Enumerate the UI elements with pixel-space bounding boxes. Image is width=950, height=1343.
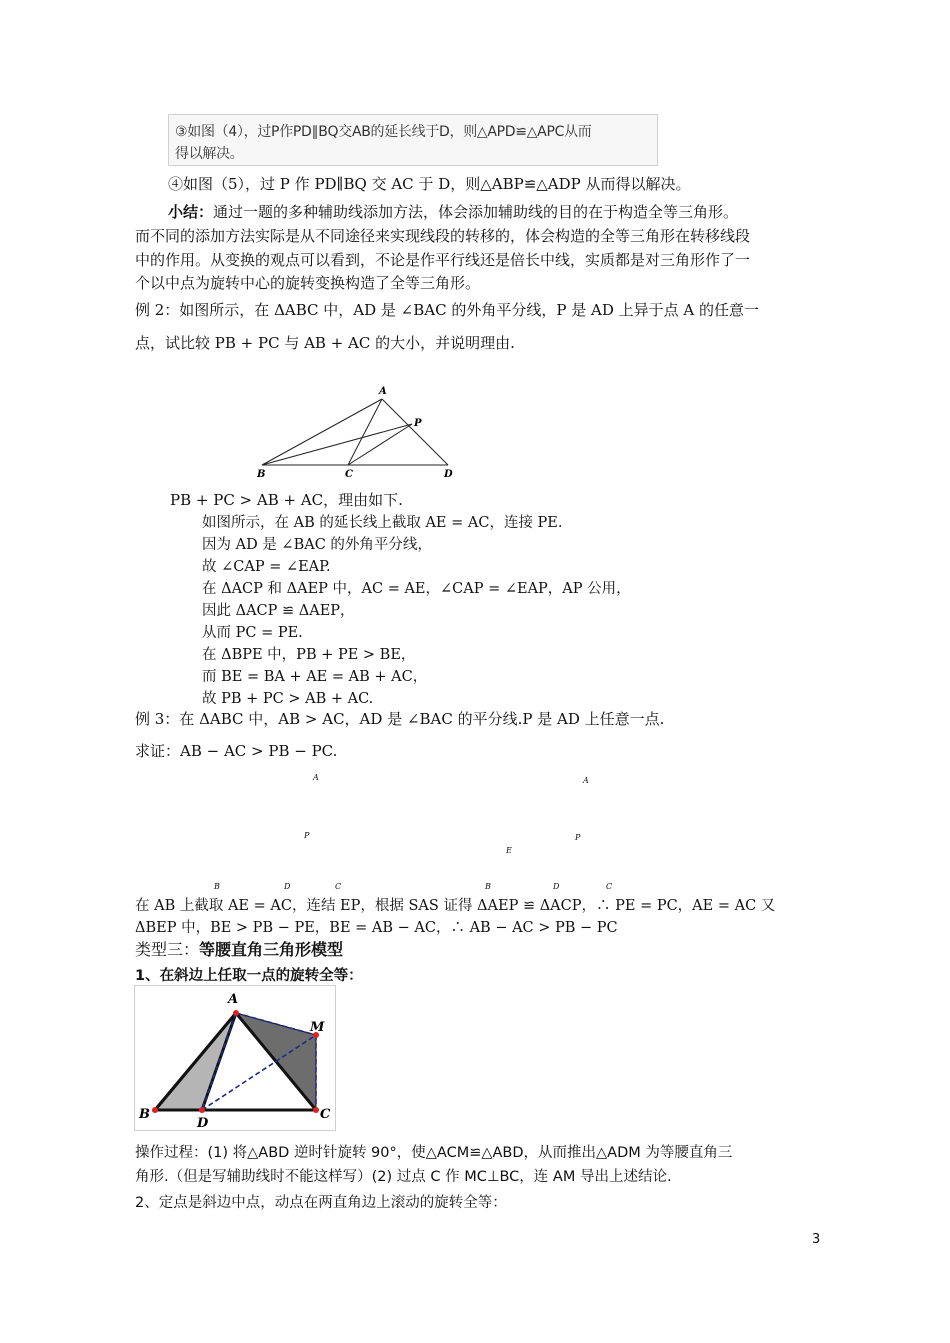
summary-line-2: 而不同的添加方法实际是从不同途径来实现线段的转移的，体会构造的全等三角形在转移线段 (135, 227, 751, 245)
summary-line-3: 中的作用。从变换的观点可以看到，不论是作平行线还是倍长中线，实质都是对三角形作了一 (135, 251, 751, 269)
fig4-label-c: C (320, 1107, 331, 1122)
example3-proof-2: ΔBEP 中，BE > PB − PE，BE = AB − AC，∴ AB − AC > PB − PC (135, 920, 618, 936)
fig3-label-b1: B (214, 882, 220, 891)
type3-sub-1: 1、在斜边上任取一点的旋转全等： (135, 968, 363, 984)
ex2-solution-0: PB + PC > AB + AC，理由如下. (170, 491, 403, 509)
fig3-label-d2: D (553, 882, 560, 891)
fig3-label-e: E (506, 846, 512, 855)
example3-line-2: 求证：AB − AC > PB − PC. (135, 742, 338, 760)
fig3-label-c1: C (335, 882, 342, 891)
example2-figure (250, 382, 465, 482)
embedded-note-image (168, 114, 658, 166)
example2-line-2: 点，试比较 PB + PC 与 AB + AC 的大小，并说明理由. (135, 334, 515, 352)
ex2-solution-9: 故 PB + PC > AB + AC. (202, 691, 374, 707)
fig2-label-p: P (414, 418, 422, 429)
isosceles-right-figure (134, 985, 336, 1131)
summary-label: 小结： (168, 203, 214, 221)
summary-line-1: 小结：通过一题的多种辅助线添加方法，体会添加辅助线的目的在于构造全等三角形。 (168, 203, 739, 221)
fig3-label-c2: C (606, 882, 613, 891)
fig3-label-d1: D (284, 882, 291, 891)
fig4-label-a: A (228, 992, 239, 1007)
fig3-label-a2: A (583, 776, 589, 785)
ex2-solution-6: 从而 PC = PE. (202, 625, 303, 641)
example2-line-1: 例 2：如图所示，在 ΔABC 中，AD 是 ∠BAC 的外角平分线，P 是 AD 上异于点 A 的任意一 (135, 301, 759, 319)
type3-heading: 类型三：等腰直角三角形模型 (135, 940, 344, 959)
fig3-label-p2: P (575, 833, 581, 842)
note-line-1: ③如图（4），过P作PD∥BQ交AB的延长线于D，则△APD≌△APC从而 (175, 124, 592, 140)
fig3-label-b2: B (485, 882, 491, 891)
fig2-label-a: A (379, 386, 387, 397)
page-number: 3 (812, 1232, 821, 1247)
fig4-label-m: M (310, 1020, 325, 1035)
fig4-label-b: B (139, 1107, 150, 1122)
ex2-solution-3: 故 ∠CAP = ∠EAP. (202, 559, 331, 575)
summary-line-4: 个以中点为旋转中心的旋转变换构造了全等三角形。 (135, 274, 481, 292)
example3-line-1: 例 3：在 ΔABC 中，AB > AC，AD 是 ∠BAC 的平分线.P 是 AD 上任意一点. (135, 710, 665, 728)
method-4: ④如图（5），过 P 作 PD∥BQ 交 AC 于 D，则△ABP≌△ADP 从而得以解决。 (168, 175, 691, 193)
type3-sub-2: 2、定点是斜边中点，动点在两直角边上滚动的旋转全等： (135, 1195, 507, 1211)
fig2-label-b: B (257, 469, 266, 480)
fig3-label-a1: A (313, 773, 319, 782)
ex2-solution-8: 而 BE = BA + AE = AB + AC， (202, 669, 428, 685)
type3-op-2: 角形.（但是写辅助线时不能这样写）(2) 过点 C 作 MC⊥BC，连 AM 导出上述结论. (135, 1169, 672, 1185)
type3-op-1: 操作过程：(1) 将△ABD 逆时针旋转 90°，使△ACM≌△ABD，从而推出△ADM 为等腰直角三 (135, 1145, 733, 1161)
fig4-label-d: D (197, 1116, 209, 1131)
ex2-solution-1: 如图所示，在 AB 的延长线上截取 AE = AC，连接 PE. (202, 515, 563, 531)
note-line-2: 得以解决。 (175, 146, 244, 162)
fig3-label-p1: P (304, 831, 310, 840)
ex2-solution-2: 因为 AD 是 ∠BAC 的外角平分线， (202, 537, 432, 553)
ex2-solution-4: 在 ΔACP 和 ΔAEP 中，AC = AE，∠CAP = ∠EAP，AP 公用， (202, 581, 631, 597)
ex2-solution-7: 在 ΔBPE 中，PB + PE > BE， (202, 647, 416, 663)
fig2-label-c: C (345, 469, 353, 480)
fig2-label-d: D (444, 469, 453, 480)
example3-proof-1: 在 AB 上截取 AE = AC，连结 EP，根据 SAS 证得 ΔAEP ≌ ΔACP，∴ PE = PC，AE = AC 又 (135, 898, 776, 914)
ex2-solution-5: 因此 ΔACP ≌ ΔAEP， (202, 603, 355, 619)
